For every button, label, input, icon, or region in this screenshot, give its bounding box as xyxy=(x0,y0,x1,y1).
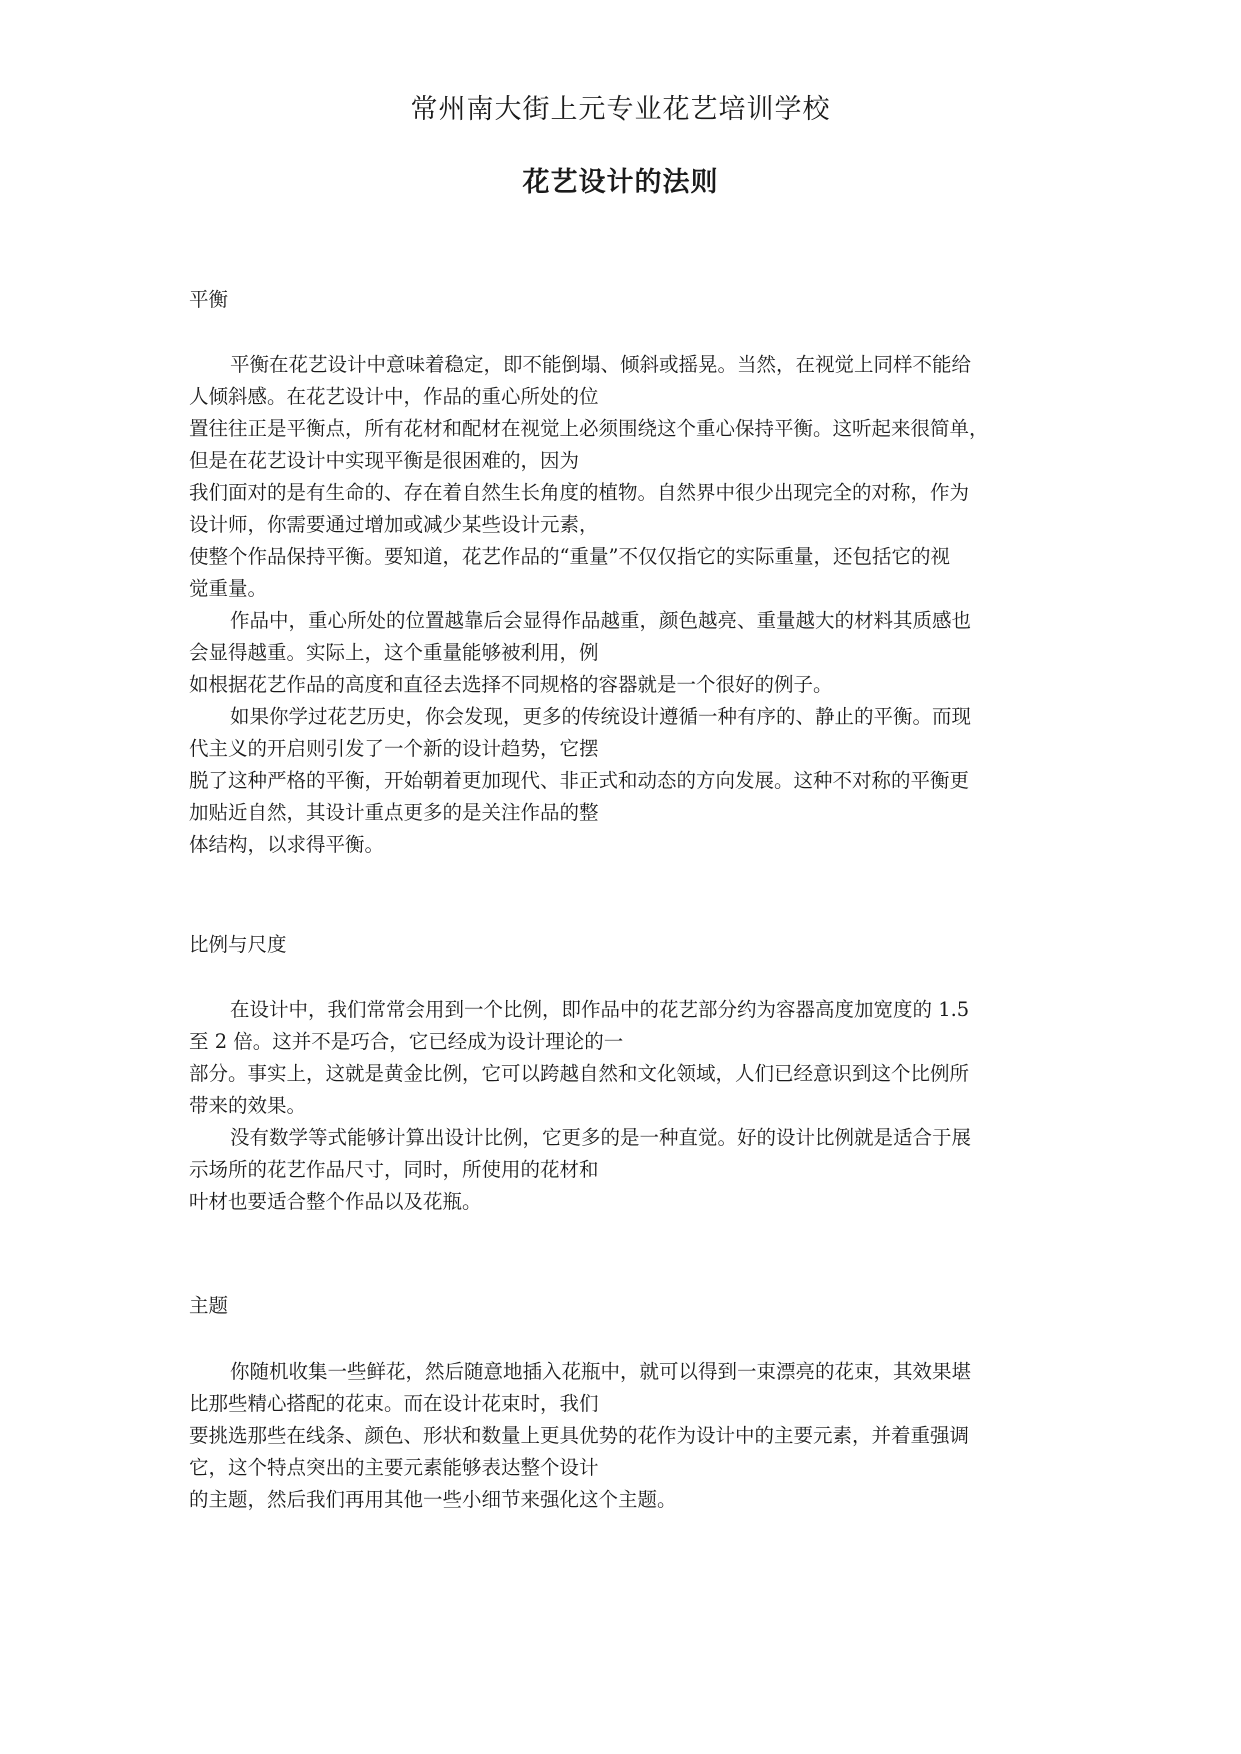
paragraph-line: 如果你学过花艺历史，你会发现，更多的传统设计遵循一种有序的、静止的平衡。而现 xyxy=(230,705,972,728)
section-heading-proportion: 比例与尺度 xyxy=(189,933,287,956)
school-name: 常州南大街上元专业花艺培训学校 xyxy=(410,94,831,125)
document-title: 花艺设计的法则 xyxy=(522,167,719,198)
paragraph-line: 作品中，重心所处的位置越靠后会显得作品越重，颜色越亮、重量越大的材料其质感也 xyxy=(230,609,972,632)
section-heading-theme: 主题 xyxy=(189,1294,229,1317)
paragraph-line: 没有数学等式能够计算出设计比例，它更多的是一种直觉。好的设计比例就是适合于展 xyxy=(230,1126,972,1149)
paragraph-line: 的主题，然后我们再用其他一些小细节来强化这个主题。 xyxy=(189,1488,677,1511)
paragraph-line: 但是在花艺设计中实现平衡是很困难的，因为 xyxy=(189,449,580,472)
paragraph-line: 体结构，以求得平衡。 xyxy=(189,833,385,856)
paragraph-line: 平衡在花艺设计中意味着稳定，即不能倒塌、倾斜或摇晃。当然，在视觉上同样不能给 xyxy=(230,353,972,376)
section-body-balance xyxy=(189,349,1057,861)
paragraph-line: 要挑选那些在线条、颜色、形状和数量上更具优势的花作为设计中的主要元素，并着重强调 xyxy=(189,1424,970,1447)
paragraph-line: 会显得越重。实际上，这个重量能够被利用，例 xyxy=(189,641,599,664)
paragraph-line: 部分。事实上，这就是黄金比例，它可以跨越自然和文化领域，人们已经意识到这个比例所 xyxy=(189,1062,970,1085)
paragraph-line: 觉重量。 xyxy=(189,577,268,600)
paragraph-line: 设计师，你需要通过增加或减少某些设计元素， xyxy=(189,513,599,536)
paragraph-line: 示场所的花艺作品尺寸，同时，所使用的花材和 xyxy=(189,1158,599,1181)
section-body-theme xyxy=(189,1356,1057,1516)
paragraph-line: 代主义的开启则引发了一个新的设计趋势，它摆 xyxy=(189,737,599,760)
paragraph-line: 如根据花艺作品的高度和直径去选择不同规格的容器就是一个很好的例子。 xyxy=(189,673,833,696)
section-body-proportion xyxy=(189,994,1057,1218)
paragraph-line: 置往往正是平衡点，所有花材和配材在视觉上必须围绕这个重心保持平衡。这听起来很简单， xyxy=(189,417,989,440)
paragraph-line: 叶材也要适合整个作品以及花瓶。 xyxy=(189,1190,482,1213)
paragraph-line: 在设计中，我们常常会用到一个比例，即作品中的花艺部分约为容器高度加宽度的 1.5 xyxy=(230,998,970,1021)
paragraph-line: 至 2 倍。这并不是巧合，它已经成为设计理论的一 xyxy=(189,1030,624,1053)
paragraph-line: 你随机收集一些鲜花，然后随意地插入花瓶中，就可以得到一束漂亮的花束，其效果堪 xyxy=(230,1360,972,1383)
paragraph-line: 人倾斜感。在花艺设计中，作品的重心所处的位 xyxy=(189,385,599,408)
paragraph-line: 脱了这种严格的平衡，开始朝着更加现代、非正式和动态的方向发展。这种不对称的平衡更 xyxy=(189,769,970,792)
paragraph-line: 使整个作品保持平衡。要知道，花艺作品的“重量”不仅仅指它的实际重量，还包括它的视 xyxy=(189,545,950,568)
section-heading-balance: 平衡 xyxy=(189,288,229,311)
paragraph-line: 加贴近自然，其设计重点更多的是关注作品的整 xyxy=(189,801,599,824)
paragraph-line: 比那些精心搭配的花束。而在设计花束时，我们 xyxy=(189,1392,599,1415)
paragraph-line: 我们面对的是有生命的、存在着自然生长角度的植物。自然界中很少出现完全的对称，作为 xyxy=(189,481,970,504)
paragraph-line: 它，这个特点突出的主要元素能够表达整个设计 xyxy=(189,1456,599,1479)
paragraph-line: 带来的效果。 xyxy=(189,1094,307,1117)
